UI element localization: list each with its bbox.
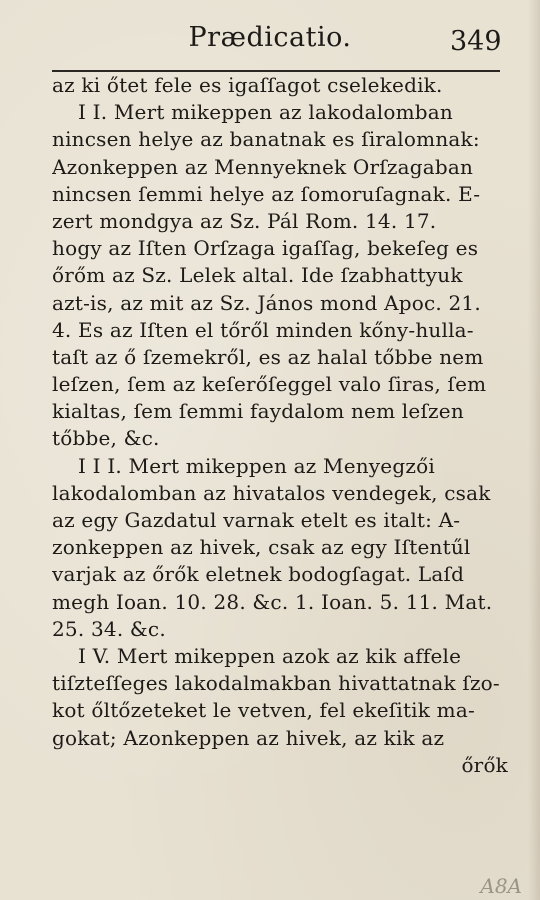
text-line: tőbbe, &c. xyxy=(52,426,160,451)
catchword: őrők xyxy=(461,752,508,777)
text-line: hogy az Iſten Orſzaga igaſſag, bekeſeg es xyxy=(52,236,479,261)
text-line: őrőm az Sz. Lelek altal. Ide ſzabhattyuk xyxy=(52,263,463,288)
text-line: zonkeppen az hivek, csak az egy Iſtentűl xyxy=(52,535,471,560)
text-line: tiſzteſſeges lakodalmakban hivattatnak ſzo- xyxy=(52,671,500,696)
text-line: nincsen helye az banatnak es ſiralomnak: xyxy=(52,127,480,152)
text-line: leſzen, ſem az keſerőſeggel valo ſiras, ſem xyxy=(52,372,487,397)
text-line: nincsen ſemmi helye az ſomoruſagnak. E- xyxy=(52,181,481,206)
text-line: azt-is, az mit az Sz. János mond Apoc. 21. xyxy=(52,290,481,315)
text-line: 25. 34. &c. xyxy=(52,616,166,641)
text-line: taſt az ő ſzemekről, es az halal tőbbe nem xyxy=(52,344,484,369)
text-line: gokat; Azonkeppen az hivek, az kik az xyxy=(52,725,445,750)
page-number: 349 xyxy=(450,26,502,57)
text-line: Azonkeppen az Mennyeknek Orſzagaban xyxy=(52,154,474,179)
text-line: zert mondgya az Sz. Pál Rom. 14. 17. xyxy=(52,208,437,233)
text-line: az ki őtet fele es igaſſagot cselekedik. xyxy=(52,73,443,97)
text-line: 4. Es az Iſten el tőről minden kőny-hulla- xyxy=(52,317,474,342)
text-line: varjak az őrők eletnek bodogſagat. Laſd xyxy=(52,562,465,587)
text-line: az egy Gazdatul varnak etelt es italt: A- xyxy=(52,508,461,532)
text-line: megh Ioan. 10. 28. &c. 1. Ioan. 5. 11. Mat. xyxy=(52,589,493,614)
text-line: I V. Mert mikeppen azok az kik affele xyxy=(78,643,462,668)
text-line: kot őltőzeteket le vetven, fel ekeſitik ma- xyxy=(52,698,475,723)
pencil-note: A8A xyxy=(480,874,522,898)
text-line: kialtas, ſem ſemmi faydalom nem leſzen xyxy=(52,399,464,424)
text-body xyxy=(52,72,508,779)
text-line: lakodalomban az hivatalos vendegek, csak xyxy=(52,480,491,505)
running-head-title: Prædicatio. xyxy=(188,22,352,53)
page-edge-shadow xyxy=(528,0,540,900)
text-line: I I. Mert mikeppen az lakodalomban xyxy=(78,100,453,125)
text-line: I I I. Mert mikeppen az Menyegzői xyxy=(78,453,435,478)
